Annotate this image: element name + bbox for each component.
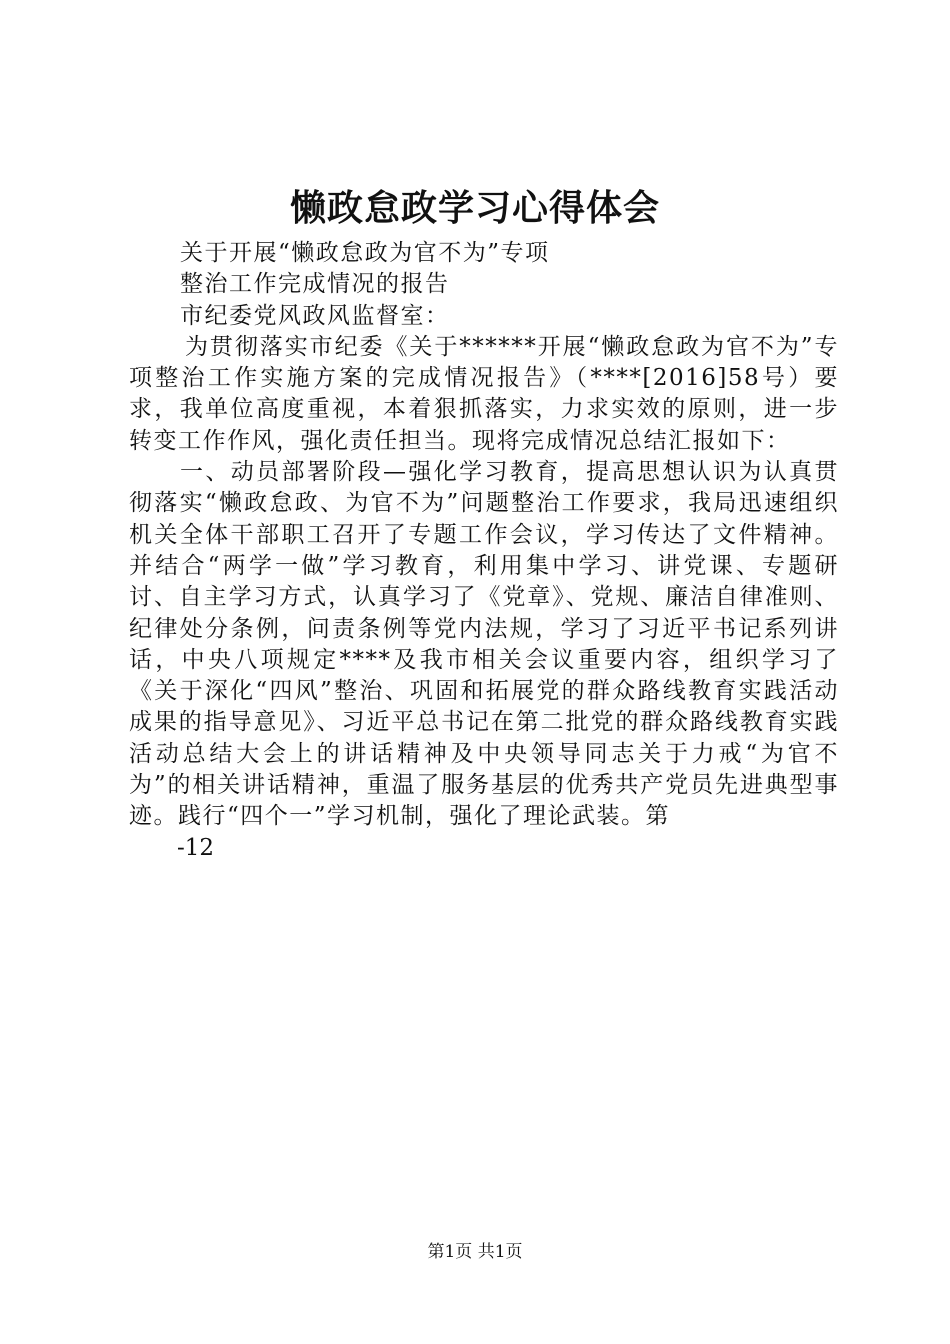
salutation: 市纪委党风政风监督室： (180, 302, 450, 329)
document-body (129, 238, 839, 864)
paragraph-1: 为贯彻落实市纪委《关于******开展“懒政怠政为官不为”专项整治工作实施方案的完成情况报告》（****[2016]58号）要求，我单位高度重视，本着狠抓落实，力求实效的原则，进一步转变工作作风，强化责任担当。现将完成情况总结汇报如下： (129, 333, 839, 454)
page-footer: 第1页 共1页 (427, 1242, 523, 1262)
page-mark: -12 (177, 834, 215, 861)
heading-line-2: 整治工作完成情况的报告 (180, 271, 450, 298)
document-title: 懒政怠政学习心得体会 (289, 187, 660, 229)
paragraph-2: 一、动员部署阶段—强化学习教育，提高思想认识为认真贯彻落实“懒政怠政、为官不为”问题整治工作要求，我局迅速组织机关全体干部职工召开了专题工作会议，学习传达了文件精神。并结合“两学一做”学习教育，利用集中学习、讲党课、专题研讨、自主学习方式，认真学习了《党章》、党规、廉洁自律准则、纪律处分条例，问责条例等党内法规，学习了习近平书记系列讲话，中央八项规定****及我市相关会议重要内容，组织学习了《关于深化“四风”整治、巩固和拓展党的群众路线教育实践活动成果的指导意见》、习近平总书记在第二批党的群众路线教育实践活动总结大会上的讲话精神及中央领导同志关于力戒“为官不为”的相关讲话精神，重温了服务基层的优秀共产党员先进典型事迹。践行“四个一”学习机制，强化了理论武装。第 (129, 459, 839, 830)
heading-line-1: 关于开展“懒政怠政为官不为”专项 (180, 240, 550, 266)
